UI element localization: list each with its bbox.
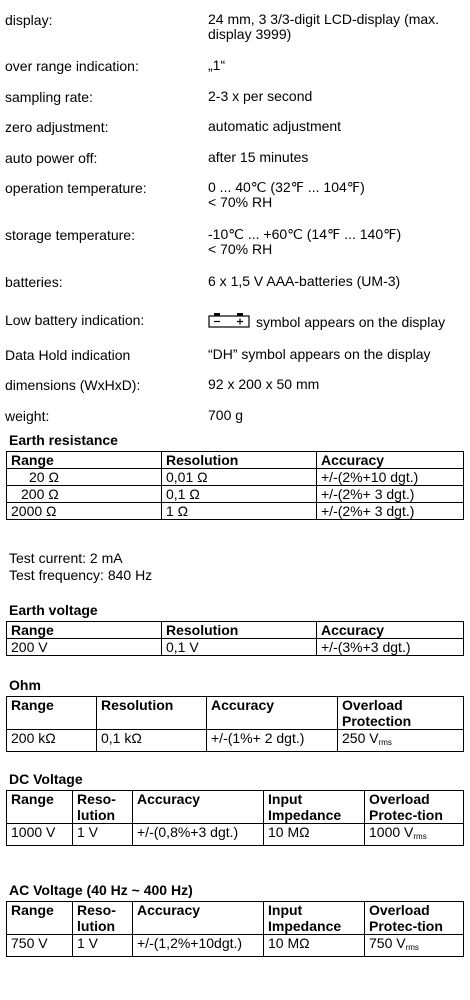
spec-value: “DH” symbol appears on the display: [208, 346, 431, 362]
table-cell: 200 V: [7, 639, 162, 656]
column-header: Overload Protec-tion: [365, 791, 464, 824]
table-cell: 0,01 Ω: [162, 469, 317, 486]
column-header: Range: [7, 902, 73, 935]
test-current-note: Test current: 2 mA: [9, 550, 123, 566]
earth-voltage-table: [6, 621, 464, 656]
table-cell: [365, 935, 464, 957]
column-header: Input Impedance: [264, 902, 365, 935]
spec-label: Low battery indication:: [5, 312, 145, 328]
spec-value: „1“: [208, 57, 226, 73]
column-header: Accuracy: [207, 697, 338, 730]
spec-value-line: -10℃ ... +60℃ (14℉ ... 140℉): [208, 226, 402, 242]
spec-label: batteries:: [5, 274, 63, 290]
section-heading-dc-voltage: DC Voltage: [9, 771, 83, 787]
column-header: Range: [7, 622, 162, 639]
table-header-row: [7, 902, 464, 935]
table-cell: 10 MΩ: [264, 935, 365, 957]
table-cell: +/-(2%+ 3 dgt.): [317, 486, 464, 503]
spec-value: automatic adjustment: [208, 118, 342, 134]
table-cell: +/-(3%+3 dgt.): [317, 639, 464, 656]
section-heading-earth-voltage: Earth voltage: [9, 602, 98, 618]
table-cell: 200 kΩ: [7, 730, 97, 752]
test-frequency-note: Test frequency: 840 Hz: [9, 567, 153, 583]
column-header: Overload Protec-tion: [365, 902, 464, 935]
column-header: Reso-lution: [73, 902, 133, 935]
section-heading-earth-resistance: Earth resistance: [9, 432, 118, 448]
cell-value: 250 V: [342, 730, 379, 746]
table-row: [7, 503, 464, 520]
table-row: [7, 486, 464, 503]
table-cell: +/-(2%+ 3 dgt.): [317, 503, 464, 520]
spec-label: operation temperature:: [5, 180, 147, 196]
table-row: [7, 469, 464, 486]
spec-label: Data Hold indication: [5, 347, 131, 363]
table-row: [7, 935, 464, 957]
column-header: Range: [7, 791, 73, 824]
column-header: Resolution: [162, 622, 317, 639]
column-header: Range: [7, 452, 162, 469]
spec-value: 700 g: [208, 407, 244, 423]
spec-label: storage temperature:: [5, 227, 135, 243]
ac-voltage-table: [6, 901, 464, 957]
table-row: [7, 730, 464, 752]
spec-label: zero adjustment:: [5, 119, 109, 135]
table-cell: 10 MΩ: [264, 824, 365, 846]
spec-label: sampling rate:: [5, 89, 93, 105]
cell-value: 1000 V: [369, 824, 414, 840]
spec-label: auto power off:: [5, 150, 98, 166]
dc-voltage-table: [6, 790, 464, 846]
table-cell: +/-(0,8%+3 dgt.): [133, 824, 264, 846]
ohm-table: [6, 696, 464, 752]
table-cell: 2000 Ω: [7, 503, 162, 520]
column-header: Accuracy: [317, 452, 464, 469]
table-cell: 1 V: [73, 824, 133, 846]
column-header: Accuracy: [133, 791, 264, 824]
column-header: Resolution: [162, 452, 317, 469]
table-cell: 0,1 V: [162, 639, 317, 656]
spec-value: 24 mm, 3 3/3-digit LCD-display (max. display 3999): [208, 11, 440, 42]
table-cell: [338, 730, 464, 752]
rms-subscript: rms: [405, 943, 419, 952]
table-cell: 0,1 kΩ: [97, 730, 207, 752]
battery-icon: [208, 312, 252, 330]
spec-value-text: symbol appears on the display: [256, 314, 446, 330]
table-cell: 1000 V: [7, 824, 73, 846]
section-heading-ac-voltage: AC Voltage (40 Hz ~ 400 Hz): [9, 882, 193, 898]
column-header: Accuracy: [317, 622, 464, 639]
spec-label: weight:: [5, 408, 50, 424]
table-cell: 200 Ω: [7, 486, 162, 503]
table-cell: [365, 824, 464, 846]
table-cell: 750 V: [7, 935, 73, 957]
spec-value-line: 0 ... 40℃ (32℉ ... 104℉): [208, 179, 365, 195]
rms-subscript: rms: [378, 738, 392, 747]
table-row: [7, 824, 464, 846]
table-header-row: [7, 452, 464, 469]
column-header: Range: [7, 697, 97, 730]
table-cell: +/-(2%+10 dgt.): [317, 469, 464, 486]
spec-value: after 15 minutes: [208, 149, 309, 165]
table-header-row: [7, 697, 464, 730]
spec-value: [208, 312, 468, 330]
earth-resistance-table: [6, 451, 464, 520]
table-cell: 20 Ω: [7, 469, 162, 486]
table-header-row: [7, 791, 464, 824]
column-header: Overload Protection: [338, 697, 464, 730]
spec-label: over range indication:: [5, 58, 139, 74]
spec-value: 6 x 1,5 V AAA-batteries (UM-3): [208, 273, 401, 289]
table-cell: 1 Ω: [162, 503, 317, 520]
column-header: Reso-lution: [73, 791, 133, 824]
spec-value: [208, 227, 468, 257]
table-row: [7, 639, 464, 656]
table-cell: 0,1 Ω: [162, 486, 317, 503]
cell-value: 750 V: [369, 935, 406, 951]
table-cell: +/-(1%+ 2 dgt.): [207, 730, 338, 752]
spec-label: display:: [5, 12, 53, 28]
spec-value-line: < 70% RH: [208, 194, 273, 210]
column-header: Input Impedance: [264, 791, 365, 824]
spec-label: dimensions (WxHxD):: [5, 377, 141, 393]
column-header: Resolution: [97, 697, 207, 730]
column-header: Accuracy: [133, 902, 264, 935]
table-header-row: [7, 622, 464, 639]
spec-value: 2-3 x per second: [208, 88, 313, 104]
spec-value-line: < 70% RH: [208, 241, 273, 257]
spec-value: [208, 180, 468, 210]
spec-value: 92 x 200 x 50 mm: [208, 376, 320, 392]
table-cell: +/-(1,2%+10dgt.): [133, 935, 264, 957]
table-cell: 1 V: [73, 935, 133, 957]
section-heading-ohm: Ohm: [9, 677, 41, 693]
rms-subscript: rms: [413, 832, 427, 841]
